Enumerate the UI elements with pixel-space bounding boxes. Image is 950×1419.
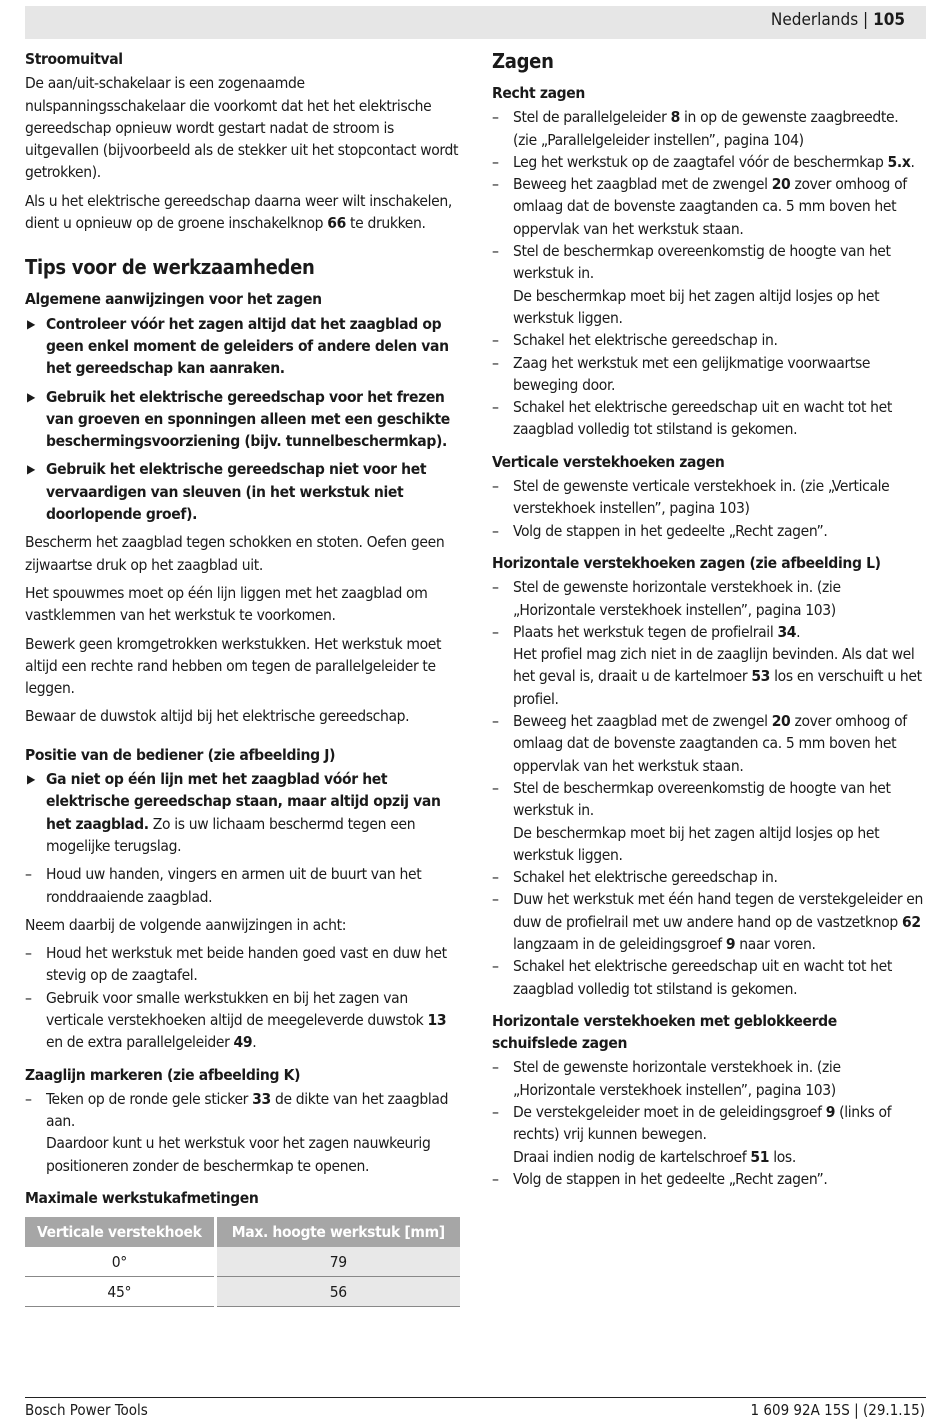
list-item: – Houd het werkstuk met beide handen goed vast en duw het stevig op de zaagtafel.: [25, 944, 447, 985]
list-item: – De verstekgeleider moet in de geleidingsgroef 9 (links of rechts) vrij kunnen bewegen. Draai indien nodig de kartelschroef 51 los.: [492, 1103, 892, 1166]
list-item: – Leg het werkstuk op de zaagtafel vóór de beschermkap 5.x.: [492, 152, 915, 171]
list-item: – Volg de stappen in het gedeelte „Recht zagen”.: [492, 521, 828, 540]
heading-recht: Recht zagen: [492, 84, 585, 102]
list-item: – Stel de gewenste horizontale verstekhoek in. (zie „Horizontale verstekhoek instellen”, pagina 103): [492, 1058, 841, 1099]
table-cell: 56: [215, 1277, 460, 1307]
table-row: [25, 1277, 460, 1307]
table-cell: 0°: [25, 1247, 215, 1277]
table-cell: 45°: [25, 1277, 215, 1307]
page-number: 105: [873, 10, 905, 30]
paragraph: Het spouwmes moet op één lijn liggen met het zaagblad om vastklemmen van het werkstuk te voorkomen.: [25, 583, 428, 625]
list-item: – Plaats het werkstuk tegen de profielrail 34. Het profiel mag zich niet in de zaaglijn bevinden. Als dat wel het geval is, draait u de kartelmoer 53 los en verschuift u het profiel.: [492, 622, 922, 708]
heading-tips: Tips voor de werkzaamheden: [25, 255, 315, 280]
arrow-icon: ▶: [27, 316, 35, 331]
list-item: – Schakel het elektrische gereedschap in.: [492, 331, 778, 350]
list-item: – Schakel het elektrische gereedschap uit en wacht tot het zaagblad volledig tot stilstand is gekomen.: [492, 957, 893, 998]
paragraph: De aan/uit-schakelaar is een zogenaamde nulspanningsschakelaar die voorkomt dat het het elektrische gereedschap opnieuw wordt gestart nadat de stroom is uitgevallen (bijvoorbeeld als de stekker uit het stopcontact wordt getrokken).: [25, 74, 459, 182]
list-item: – Gebruik voor smalle werkstukken en bij het zagen van verticale verstekhoeken altijd de meegeleverde duwstok 13 en de extra parallelgeleider 49.: [25, 988, 447, 1052]
footer-doc-number: 1 609 92A 15S | (29.1.15): [750, 1401, 925, 1419]
heading-zagen: Zagen: [492, 49, 554, 73]
heading-maximale: Maximale werkstukafmetingen: [25, 1189, 259, 1208]
warning-item: ▶ Controleer vóór het zagen altijd dat het zaagblad op geen enkel moment de geleiders of andere delen van het gereedschap kan aanraken.: [27, 314, 449, 378]
heading-zaaglijn: Zaaglijn markeren (zie afbeelding K): [25, 1065, 301, 1084]
footer-divider: [25, 1397, 926, 1398]
paragraph: Als u het elektrische gereedschap daarna weer wilt inschakelen, dient u opnieuw op de groene inschakelknop 66 te drukken.: [25, 191, 452, 233]
paragraph: Neem daarbij de volgende aanwijzingen in acht:: [25, 915, 347, 934]
page-header: [771, 10, 905, 30]
paragraph: Bewaar de duwstok altijd bij het elektrische gereedschap.: [25, 707, 410, 726]
list-item: – Zaag het werkstuk met een gelijkmatige voorwaartse beweging door.: [492, 353, 871, 394]
warning-item: ▶ Gebruik het elektrische gereedschap niet voor het vervaardigen van sleuven (in het werkstuk niet doorlopende groef).: [27, 460, 427, 524]
paragraph: Bewerk geen kromgetrokken werkstukken. Het werkstuk moet altijd een rechte rand hebben om tegen de parallelgeleider te leggen.: [25, 634, 442, 698]
list-item: – Schakel het elektrische gereedschap in.: [492, 868, 778, 887]
list-item: – Beweeg het zaagblad met de zwengel 20 zover omhoog of omlaag dat de bovenste zaagtanden ca. 5 mm boven het oppervlak van het werkstuk staan.: [492, 175, 907, 238]
table-row: [25, 1247, 460, 1277]
header-language: Nederlands: [770, 10, 859, 30]
list-item: – Teken op de ronde gele sticker 33 de dikte van het zaagblad aan. Daardoor kunt u het werkstuk voor het zagen nauwkeurig positioneren zonder de beschermkap te openen.: [25, 1089, 449, 1175]
paragraph: Bescherm het zaagblad tegen schokken en stoten. Oefen geen zijwaartse druk op het zaagblad uit.: [25, 533, 445, 574]
table-header: Verticale verstekhoek: [25, 1217, 215, 1247]
heading-horizontaal: Horizontale verstekhoeken zagen (zie afbeelding L): [492, 553, 881, 572]
list-item: – Stel de beschermkap overeenkomstig de hoogte van het werkstuk in. De beschermkap moet bij het zagen altijd losjes op het werkstuk liggen.: [492, 778, 891, 864]
table-cell: 79: [215, 1247, 460, 1277]
arrow-icon: ▶: [27, 772, 35, 787]
header-separator: |: [863, 10, 869, 30]
heading-verticaal: Verticale verstekhoeken zagen: [492, 452, 725, 471]
dimensions-table: [25, 1217, 460, 1307]
list-item: – Schakel het elektrische gereedschap uit en wacht tot het zaagblad volledig tot stilstand is gekomen.: [492, 398, 893, 439]
footer-brand: Bosch Power Tools: [25, 1401, 148, 1419]
right-column: [492, 48, 924, 1190]
list-item: – Duw het werkstuk met één hand tegen de verstekgeleider en duw de profielrail met uw andere hand op de vastzetknop 62 langzaam in de geleidingsgroef 9 naar voren.: [492, 890, 923, 953]
list-item: – Stel de beschermkap overeenkomstig de hoogte van het werkstuk in. De beschermkap moet bij het zagen altijd losjes op het werkstuk liggen.: [492, 242, 891, 327]
list-item: – Stel de gewenste verticale verstekhoek in. (zie „Verticale verstekhoek instellen”, pagina 103): [492, 477, 890, 518]
list-item: – Stel de gewenste horizontale verstekhoek in. (zie „Horizontale verstekhoek instellen”, pagina 103): [492, 578, 841, 619]
warning-item: ▶ Gebruik het elektrische gereedschap voor het frezen van groeven en sponningen alleen met een geschikte beschermingsvoorziening (bijv. tunnelbeschermkap).: [27, 387, 450, 451]
left-column: [25, 48, 460, 1307]
list-item: – Houd uw handen, vingers en armen uit de buurt van het ronddraaiende zaagblad.: [25, 865, 422, 906]
heading-positie: Positie van de bediener (zie afbeelding J): [25, 745, 336, 764]
table-header: Max. hoogte werkstuk [mm]: [215, 1217, 460, 1247]
list-item: – Stel de parallelgeleider 8 in op de gewenste zaagbreedte. (zie „Parallelgeleider instellen”, pagina 104): [492, 108, 899, 149]
arrow-icon: ▶: [27, 462, 35, 477]
warning-item: ▶ Ga niet op één lijn met het zaagblad vóór het elektrische gereedschap staan, maar altijd opzij van het zaagblad. Zo is uw lichaam beschermd tegen een mogelijke terugslag.: [27, 770, 441, 855]
arrow-icon: ▶: [27, 389, 35, 404]
heading-algemeen: Algemene aanwijzingen voor het zagen: [25, 290, 322, 309]
heading-geblokkeerd: Horizontale verstekhoeken met geblokkeerde schuifslede zagen: [492, 1011, 837, 1053]
heading-stroomuitval: Stroomuitval: [25, 50, 123, 68]
list-item: – Beweeg het zaagblad met de zwengel 20 zover omhoog of omlaag dat de bovenste zaagtanden ca. 5 mm boven het oppervlak van het werkstuk staan.: [492, 712, 907, 775]
list-item: – Volg de stappen in het gedeelte „Recht zagen”.: [492, 1169, 828, 1188]
